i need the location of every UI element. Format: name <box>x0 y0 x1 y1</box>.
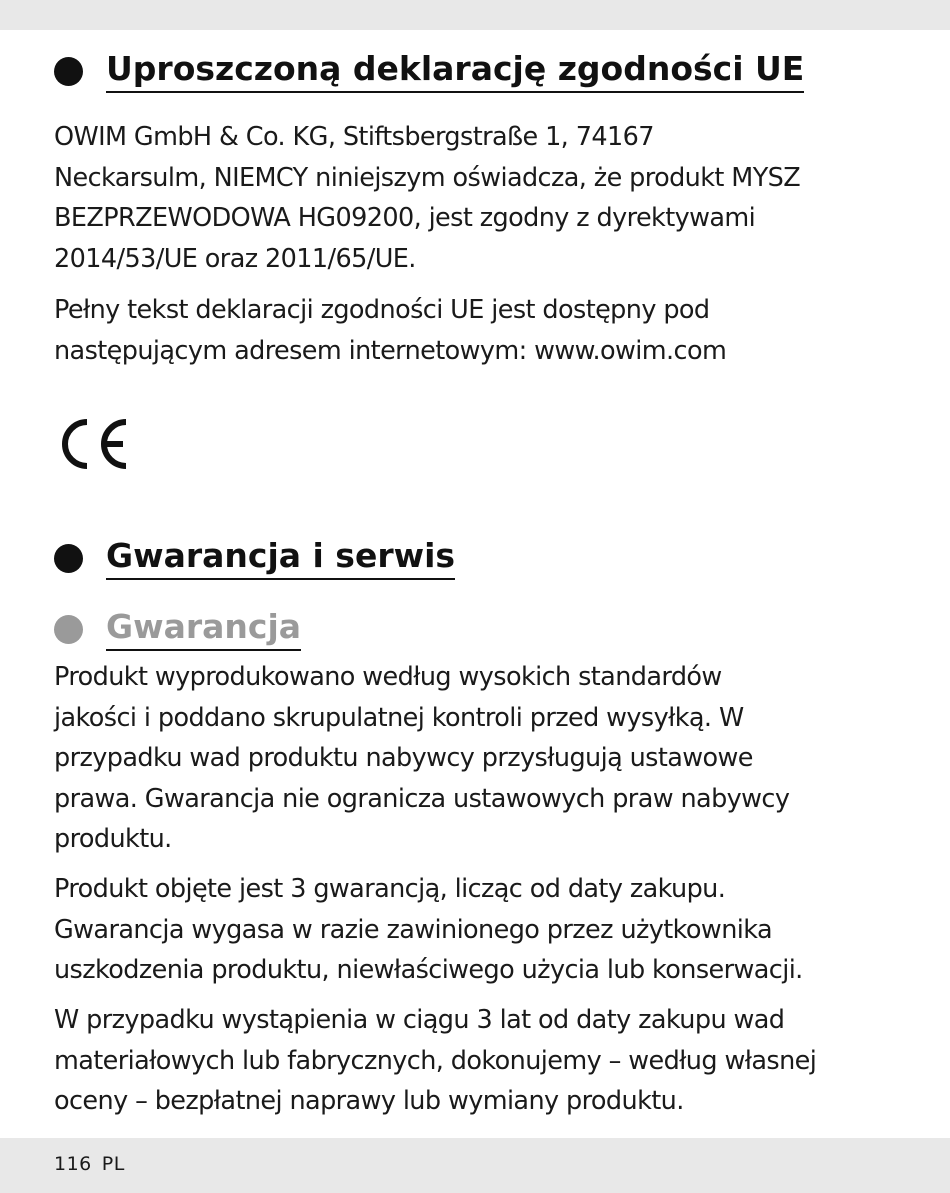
warranty-subheading: Gwarancja <box>106 608 301 651</box>
top-band <box>0 0 950 30</box>
warranty-paragraph-2: Produkt objęte jest 3 gwarancją, licząc od daty zakupu. Gwarancja wygasa w razie zawinionego przez użytkownika uszkodzenia produktu, niewłaściwego użycia lub konserwacji. <box>54 874 803 985</box>
subheading-warranty <box>54 608 301 651</box>
bullet-icon <box>54 615 83 644</box>
page-footer <box>54 1153 135 1175</box>
declaration-paragraph: OWIM GmbH & Co. KG, Stiftsbergstraße 1, 74167 Neckarsulm, NIEMCY niniejszym oświadcza, że produkt MYSZ BEZPRZEWODOWA HG09200, jest zgodny z dyrektywami 2014/53/UE oraz 2011/65/UE. <box>54 122 801 274</box>
ce-mark-icon <box>54 418 129 470</box>
bullet-icon <box>54 57 83 86</box>
warranty-paragraph-3: W przypadku wystąpienia w ciągu 3 lat od daty zakupu wad materiałowych lub fabrycznych, dokonujemy – według własnej oceny – bezpłatnej naprawy lub wymiany produktu. <box>54 1005 817 1116</box>
declaration-heading: Uproszczoną deklarację zgodności UE <box>106 50 804 93</box>
language-code: PL <box>101 1153 125 1175</box>
section-heading-warranty-service <box>54 537 455 580</box>
bullet-icon <box>54 544 83 573</box>
page-number: 116 <box>54 1153 92 1175</box>
section-heading-declaration <box>54 50 804 93</box>
warranty-paragraph-1: Produkt wyprodukowano według wysokich standardów jakości i poddano skrupulatnej kontroli przed wysyłką. W przypadku wad produktu nabywcy przysługują ustawowe prawa. Gwarancja nie ogranicza ustawowych praw nabywcy produktu. <box>54 662 790 854</box>
warranty-service-heading: Gwarancja i serwis <box>106 537 455 580</box>
footer-band <box>0 1138 950 1193</box>
declaration-url-paragraph: Pełny tekst deklaracji zgodności UE jest dostępny pod następującym adresem internetowym: www.owim.com <box>54 295 727 366</box>
